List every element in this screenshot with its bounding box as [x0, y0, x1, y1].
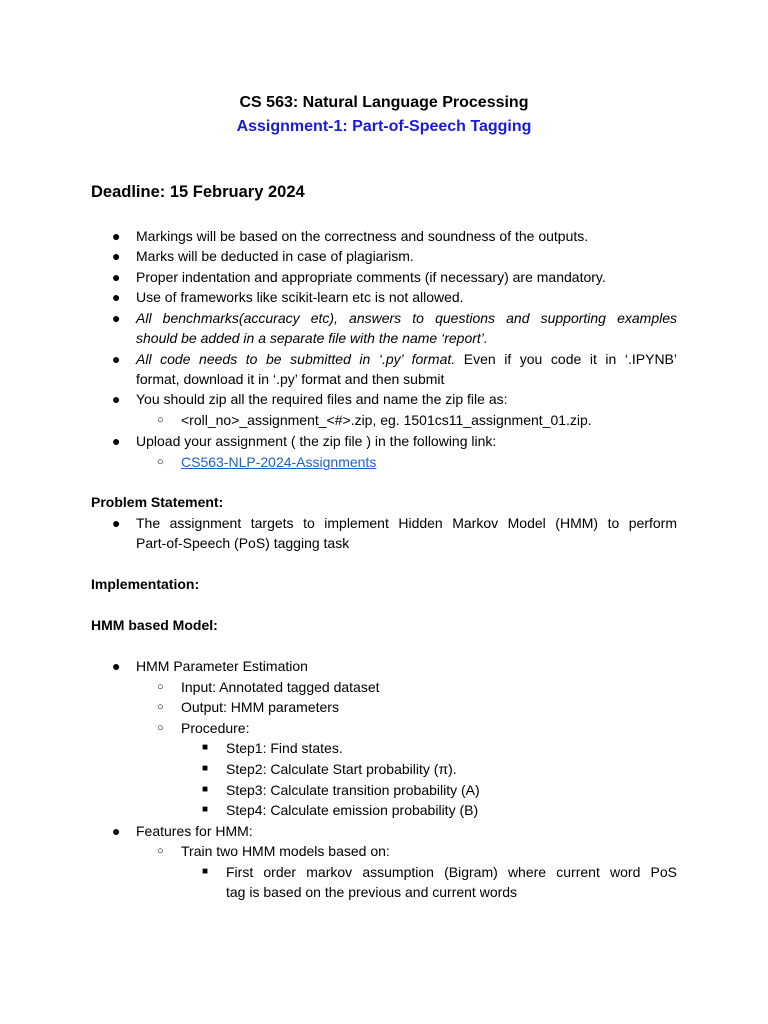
problem-heading: Problem Statement:	[91, 494, 224, 510]
instruction-item-cont: should be added in a separate file with the name ‘report’.	[136, 330, 488, 346]
sub-bullet-icon: ○	[157, 456, 164, 468]
first-order-item: First order markov assumption (Bigram) where current word PoS	[226, 864, 677, 880]
problem-text: The assignment targets to implement Hidden Markov Model (HMM) to perform	[136, 515, 677, 531]
problem-text-cont: Part-of-Speech (PoS) tagging task	[136, 535, 350, 551]
instruction-item: Marks will be deducted in case of plagiarism.	[136, 248, 414, 264]
instruction-item: All code needs to be submitted in ‘.py’ format. Even if you code it in ‘.IPYNB’	[136, 351, 677, 367]
input-item: Input: Annotated tagged dataset	[181, 679, 380, 695]
step-item: Step3: Calculate transition probability (A)	[226, 782, 480, 798]
sub-bullet-icon: ○	[157, 722, 164, 734]
deadline: Deadline: 15 February 2024	[91, 183, 305, 201]
submission-link[interactable]: CS563-NLP-2024-Assignments	[181, 454, 377, 470]
square-bullet-icon: ■	[202, 763, 209, 774]
bullet-icon: ●	[112, 269, 121, 285]
step-item: Step1: Find states.	[226, 740, 343, 756]
bullet-icon: ●	[112, 391, 121, 407]
bullet-icon: ●	[112, 433, 121, 449]
procedure-item: Procedure:	[181, 720, 250, 736]
instruction-item: Markings will be based on the correctness and soundness of the outputs.	[136, 228, 589, 244]
zip-name-format: <roll_no>_assignment_<#>.zip, eg. 1501cs11_assignment_01.zip.	[181, 412, 592, 428]
bullet-icon: ●	[112, 289, 121, 305]
course-title: CS 563: Natural Language Processing	[239, 94, 529, 111]
sub-bullet-icon: ○	[157, 681, 164, 693]
bullet-icon: ●	[112, 248, 121, 264]
square-bullet-icon: ■	[202, 742, 209, 753]
instruction-item: Use of frameworks like scikit-learn etc is not allowed.	[136, 289, 464, 305]
square-bullet-icon: ■	[202, 784, 209, 795]
instruction-item: Upload your assignment ( the zip file ) in the following link:	[136, 433, 497, 449]
sub-bullet-icon: ○	[157, 845, 164, 857]
bullet-icon: ●	[112, 658, 121, 674]
features-item: Features for HMM:	[136, 823, 253, 839]
param-estimation-item: HMM Parameter Estimation	[136, 658, 308, 674]
instruction-item: All benchmarks(accuracy etc), answers to questions and supporting examples	[136, 310, 677, 326]
bullet-icon: ●	[112, 228, 121, 244]
sub-bullet-icon: ○	[157, 414, 164, 426]
hmm-heading: HMM based Model:	[91, 617, 218, 633]
bullet-icon: ●	[112, 310, 121, 326]
first-order-item-cont: tag is based on the previous and current words	[226, 884, 518, 900]
assignment-title: Assignment-1: Part-of-Speech Tagging	[236, 118, 532, 135]
bullet-icon: ●	[112, 351, 121, 367]
output-item: Output: HMM parameters	[181, 699, 339, 715]
square-bullet-icon: ■	[202, 804, 209, 815]
square-bullet-icon: ■	[202, 866, 209, 877]
bullet-icon: ●	[112, 515, 121, 531]
instruction-item-cont: format, download it in ‘.py’ format and then submit	[136, 371, 445, 387]
train-item: Train two HMM models based on:	[181, 843, 390, 859]
step-item: Step4: Calculate emission probability (B)	[226, 802, 479, 818]
step-item: Step2: Calculate Start probability (π).	[226, 761, 457, 777]
sub-bullet-icon: ○	[157, 701, 164, 713]
implementation-heading: Implementation:	[91, 576, 200, 592]
instruction-item: You should zip all the required files and name the zip file as:	[136, 391, 508, 407]
bullet-icon: ●	[112, 823, 121, 839]
instruction-item: Proper indentation and appropriate comments (if necessary) are mandatory.	[136, 269, 606, 285]
